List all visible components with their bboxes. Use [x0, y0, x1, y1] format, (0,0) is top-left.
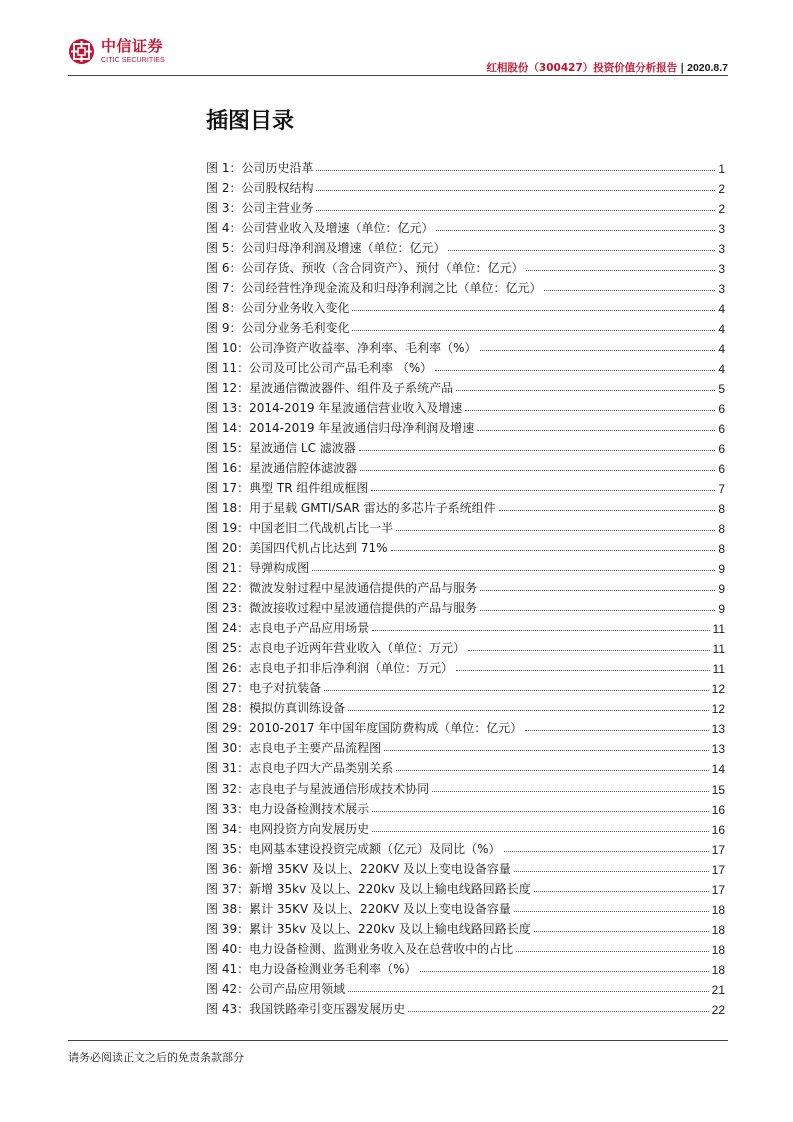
- figure-index-list: [206, 156, 725, 1017]
- toc-entry[interactable]: [206, 356, 725, 376]
- toc-dot-leader: [499, 510, 716, 511]
- toc-entry[interactable]: [206, 937, 725, 957]
- toc-entry[interactable]: [206, 476, 725, 496]
- toc-entry-page-number: 11: [712, 662, 725, 677]
- toc-dot-leader: [316, 170, 715, 171]
- toc-entry-label: 图 28：模拟仿真训练设备: [206, 701, 346, 716]
- toc-dot-leader: [396, 770, 709, 771]
- toc-dot-leader: [420, 971, 709, 972]
- toc-dot-leader: [371, 490, 715, 491]
- toc-entry-label: 图 12：星波通信微波器件、组件及子系统产品: [206, 381, 454, 396]
- toc-dot-leader: [534, 931, 709, 932]
- toc-entry-label: 图 25：志良电子近两年营业收入（单位：万元）: [206, 641, 466, 656]
- toc-entry-label: 图 10：公司净资产收益率、净利率、毛利率（%）: [206, 341, 477, 356]
- toc-dot-leader: [468, 650, 709, 651]
- toc-entry-page-number: 7: [718, 482, 725, 497]
- toc-dot-leader: [352, 330, 715, 331]
- toc-entry-label: 图 3：公司主营业务: [206, 201, 314, 216]
- page-title: 插图目录: [206, 109, 295, 134]
- toc-entry[interactable]: [206, 516, 725, 536]
- toc-entry-label: 图 30：志良电子主要产品流程图: [206, 741, 382, 756]
- toc-entry[interactable]: [206, 456, 725, 476]
- toc-entry-label: 图 35：电网基本建设投资完成额（亿元）及同比（%）: [206, 841, 501, 856]
- toc-entry-page-number: 5: [718, 382, 725, 397]
- toc-dot-leader: [316, 190, 715, 191]
- toc-entry[interactable]: [206, 336, 725, 356]
- toc-entry-label: 图 20：美国四代机占比达到 71%: [206, 541, 388, 556]
- toc-entry-label: 图 23：微波接收过程中星波通信提供的产品与服务: [206, 601, 478, 616]
- toc-entry-page-number: 4: [718, 362, 725, 377]
- toc-entry[interactable]: [206, 817, 725, 837]
- report-company: 红相股份（300427）投资价值分析报告: [486, 62, 678, 74]
- toc-entry-page-number: 18: [711, 922, 725, 937]
- toc-entry[interactable]: [206, 276, 725, 296]
- toc-dot-leader: [534, 891, 709, 892]
- toc-entry-page-number: 11: [712, 642, 725, 657]
- toc-entry-label: 图 21：导弹构成图: [206, 561, 310, 576]
- toc-entry-page-number: 8: [718, 542, 725, 557]
- toc-entry[interactable]: [206, 576, 725, 596]
- toc-entry-page-number: 11: [712, 622, 725, 637]
- toc-entry-label: 图 4：公司营业收入及增速（单位：亿元）: [206, 221, 434, 236]
- toc-entry[interactable]: [206, 256, 725, 276]
- toc-entry-label: 图 1：公司历史沿革: [206, 161, 314, 176]
- toc-entry-page-number: 18: [711, 942, 725, 957]
- toc-entry-label: 图 42：公司产品应用领域: [206, 981, 346, 996]
- toc-entry-page-number: 15: [711, 782, 725, 797]
- toc-dot-leader: [525, 730, 708, 731]
- toc-entry[interactable]: [206, 556, 725, 576]
- toc-dot-leader: [372, 831, 709, 832]
- toc-dot-leader: [352, 310, 715, 311]
- toc-entry-page-number: 3: [718, 242, 725, 257]
- toc-entry[interactable]: [206, 736, 725, 756]
- toc-entry-page-number: 8: [718, 522, 725, 537]
- toc-dot-leader: [480, 350, 716, 351]
- toc-entry-label: 图 41：电力设备检测业务毛利率（%）: [206, 961, 417, 976]
- toc-entry[interactable]: [206, 877, 725, 897]
- toc-entry[interactable]: [206, 616, 725, 636]
- toc-entry-page-number: 4: [718, 342, 725, 357]
- toc-entry-label: 图 29：2010-2017 年中国年度国防费构成（单位：亿元）: [206, 721, 523, 736]
- header-divider: [68, 75, 728, 76]
- toc-dot-leader: [480, 610, 715, 611]
- toc-entry-page-number: 6: [718, 442, 725, 457]
- header-separator: |: [680, 62, 685, 74]
- toc-entry-page-number: 4: [718, 322, 725, 337]
- toc-entry-page-number: 8: [718, 502, 725, 517]
- toc-dot-leader: [408, 1011, 709, 1012]
- toc-entry-page-number: 3: [718, 262, 725, 277]
- toc-entry-page-number: 18: [711, 962, 725, 977]
- toc-dot-leader: [456, 390, 715, 391]
- toc-entry-label: 图 8：公司分业务收入变化: [206, 301, 350, 316]
- toc-entry-label: 图 14：2014-2019 年星波通信归母净利润及增速: [206, 421, 475, 436]
- citic-emblem-icon: [68, 38, 95, 65]
- toc-dot-leader: [372, 630, 709, 631]
- toc-dot-leader: [432, 791, 709, 792]
- toc-entry-label: 图 27：电子对抗装备: [206, 681, 322, 696]
- toc-entry-label: 图 7：公司经营性净现金流及和归母净利润之比（单位：亿元）: [206, 281, 542, 296]
- toc-dot-leader: [372, 811, 709, 812]
- toc-entry-label: 图 36：新增 35KV 及以上、220KV 及以上变电设备容量: [206, 861, 511, 876]
- toc-dot-leader: [348, 710, 709, 711]
- toc-entry-page-number: 2: [718, 182, 725, 197]
- toc-entry-label: 图 32：志良电子与星波通信形成技术协同: [206, 781, 430, 796]
- toc-entry-page-number: 16: [711, 822, 725, 837]
- toc-entry-page-number: 21: [711, 982, 725, 997]
- toc-entry[interactable]: [206, 536, 725, 556]
- footer-disclaimer: 请务必阅读正文之后的免责条款部分: [68, 1051, 244, 1064]
- toc-entry-page-number: 13: [711, 722, 725, 737]
- toc-entry[interactable]: [206, 716, 725, 736]
- toc-entry-label: 图 19：中国老旧二代战机占比一半: [206, 521, 394, 536]
- toc-entry-page-number: 3: [718, 282, 725, 297]
- toc-entry-label: 图 18：用于星载 GMTI/SAR 雷达的多芯片子系统组件: [206, 501, 496, 516]
- toc-dot-leader: [526, 270, 715, 271]
- toc-entry-page-number: 18: [711, 902, 725, 917]
- toc-entry[interactable]: [206, 236, 725, 256]
- toc-dot-leader: [391, 550, 716, 551]
- toc-entry[interactable]: [206, 857, 725, 877]
- toc-entry-page-number: 6: [718, 462, 725, 477]
- toc-entry[interactable]: [206, 957, 725, 977]
- toc-entry-label: 图 22：微波发射过程中星波通信提供的产品与服务: [206, 581, 478, 596]
- toc-dot-leader: [435, 370, 715, 371]
- toc-entry-page-number: 4: [718, 302, 725, 317]
- toc-entry-page-number: 2: [718, 202, 725, 217]
- toc-entry-label: 图 40：电力设备检测、监测业务收入及在总营收中的占比: [206, 941, 514, 956]
- toc-dot-leader: [456, 670, 709, 671]
- toc-entry[interactable]: [206, 897, 725, 917]
- toc-entry-label: 图 2：公司股权结构: [206, 181, 314, 196]
- logo-chinese-name: 中信证券: [101, 37, 164, 55]
- toc-entry-page-number: 6: [718, 402, 725, 417]
- toc-entry-label: 图 17：典型 TR 组件组成框图: [206, 481, 369, 496]
- toc-entry[interactable]: [206, 416, 725, 436]
- toc-entry[interactable]: [206, 656, 725, 676]
- toc-entry[interactable]: [206, 596, 725, 616]
- toc-entry[interactable]: [206, 837, 725, 857]
- toc-dot-leader: [359, 450, 716, 451]
- toc-dot-leader: [436, 230, 715, 231]
- toc-entry-page-number: 17: [711, 842, 725, 857]
- toc-dot-leader: [360, 470, 715, 471]
- toc-entry[interactable]: [206, 396, 725, 416]
- toc-entry-page-number: 9: [718, 562, 725, 577]
- toc-dot-leader: [384, 750, 709, 751]
- toc-entry-page-number: 1: [718, 162, 725, 177]
- toc-entry[interactable]: [206, 756, 725, 776]
- toc-entry-page-number: 17: [711, 862, 725, 877]
- toc-dot-leader: [396, 530, 715, 531]
- toc-entry[interactable]: [206, 436, 725, 456]
- toc-entry-label: 图 5：公司归母净利润及增速（单位：亿元）: [206, 241, 446, 256]
- toc-entry-page-number: 16: [711, 802, 725, 817]
- toc-dot-leader: [324, 690, 709, 691]
- toc-entry[interactable]: [206, 676, 725, 696]
- toc-entry[interactable]: [206, 977, 725, 997]
- toc-entry[interactable]: [206, 776, 725, 796]
- toc-dot-leader: [504, 851, 709, 852]
- toc-dot-leader: [316, 210, 715, 211]
- page-header: [68, 38, 728, 74]
- toc-entry-page-number: 14: [711, 762, 725, 777]
- toc-entry-page-number: 12: [711, 682, 725, 697]
- toc-dot-leader: [480, 590, 715, 591]
- toc-entry-label: 图 37：新增 35kv 及以上、220kv 及以上输电线路回路长度: [206, 881, 531, 896]
- footer-divider: [68, 1040, 728, 1041]
- toc-entry[interactable]: [206, 296, 725, 316]
- toc-entry-label: 图 15：星波通信 LC 滤波器: [206, 441, 356, 456]
- toc-entry[interactable]: [206, 636, 725, 656]
- report-date: 2020.8.7: [687, 62, 728, 74]
- toc-entry-page-number: 3: [718, 222, 725, 237]
- toc-entry-label: 图 34：电网投资方向发展历史: [206, 821, 370, 836]
- toc-entry-page-number: 6: [718, 422, 725, 437]
- toc-entry-label: 图 11：公司及可比公司产品毛利率 （%）: [206, 361, 433, 376]
- toc-dot-leader: [516, 951, 709, 952]
- logo-english-name: CITIC SECURITIES: [101, 57, 165, 64]
- toc-entry-label: 图 31：志良电子四大产品类别关系: [206, 761, 394, 776]
- toc-entry[interactable]: [206, 176, 725, 196]
- toc-entry[interactable]: [206, 997, 725, 1017]
- toc-entry-label: 图 9：公司分业务毛利变化: [206, 321, 350, 336]
- toc-entry-label: 图 38：累计 35KV 及以上、220KV 及以上变电设备容量: [206, 901, 511, 916]
- toc-entry-page-number: 9: [718, 602, 725, 617]
- toc-dot-leader: [514, 871, 709, 872]
- toc-entry-label: 图 16：星波通信腔体滤波器: [206, 461, 358, 476]
- toc-dot-leader: [465, 410, 715, 411]
- toc-entry[interactable]: [206, 797, 725, 817]
- toc-dot-leader: [514, 911, 709, 912]
- toc-entry[interactable]: [206, 316, 725, 336]
- toc-dot-leader: [448, 250, 715, 251]
- toc-entry[interactable]: [206, 216, 725, 236]
- toc-dot-leader: [544, 290, 715, 291]
- toc-entry[interactable]: [206, 156, 725, 176]
- toc-entry-page-number: 17: [711, 882, 725, 897]
- toc-entry-label: 图 33：电力设备检测技术展示: [206, 801, 370, 816]
- toc-entry-page-number: 13: [711, 742, 725, 757]
- toc-entry[interactable]: [206, 917, 725, 937]
- toc-entry-page-number: 9: [718, 582, 725, 597]
- toc-entry-label: 图 43：我国铁路牵引变压器发展历史: [206, 1001, 406, 1016]
- toc-entry-page-number: 22: [711, 1002, 725, 1017]
- citic-securities-logo: [68, 38, 165, 65]
- report-info: [486, 60, 728, 75]
- toc-entry-label: 图 13：2014-2019 年星波通信营业收入及增速: [206, 401, 463, 416]
- toc-entry-label: 图 39：累计 35kv 及以上、220kv 及以上输电线路回路长度: [206, 921, 531, 936]
- toc-dot-leader: [312, 570, 715, 571]
- toc-dot-leader: [477, 430, 715, 431]
- toc-entry[interactable]: [206, 376, 725, 396]
- toc-entry-label: 图 24：志良电子产品应用场景: [206, 621, 370, 636]
- toc-entry-page-number: 12: [711, 702, 725, 717]
- toc-entry[interactable]: [206, 696, 725, 716]
- toc-dot-leader: [348, 991, 709, 992]
- toc-entry-label: 图 6：公司存货、预收（含合同资产）、预付（单位：亿元）: [206, 261, 524, 276]
- toc-entry-label: 图 26：志良电子扣非后净利润（单位：万元）: [206, 661, 454, 676]
- toc-entry[interactable]: [206, 196, 725, 216]
- toc-entry[interactable]: [206, 496, 725, 516]
